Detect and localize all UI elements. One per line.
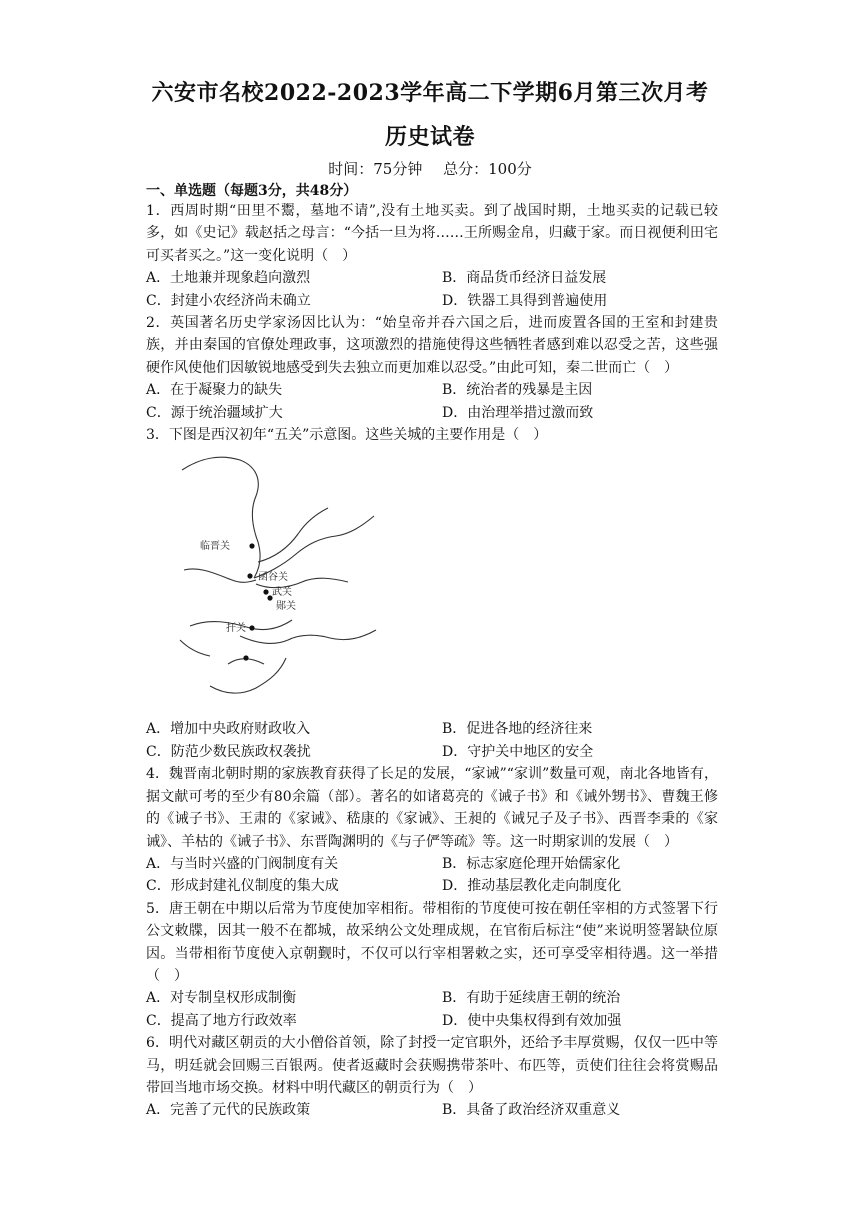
pass-dot	[263, 590, 268, 595]
map-label-wu: 武关	[272, 587, 292, 599]
question-stem: 1．西周时期“田里不鬻，墓地不请”,没有土地买卖。到了战国时期，土地买卖的记载已较多，如《史记》载赵括之母言：“今括一旦为将……王所赐金帛，归藏于家。而日视便利田宅可买者买之。”这一变化说明（ ）	[146, 203, 718, 264]
river-line	[180, 640, 210, 656]
river-line	[254, 516, 374, 578]
option-d[interactable]: D．铁器工具得到普遍使用	[442, 292, 608, 309]
option-a[interactable]: A．与当时兴盛的门阀制度有关	[146, 855, 339, 872]
exam-score: 总分：100分	[443, 160, 532, 178]
question-stem: 5．唐王朝在中期以后常为节度使加宰相衔。带相衔的节度使可按在朝任宰相的方式签署下行公文敕牒，因其一般不在都城，故采纳公文处理成规，在官衔后标注“使”来说明签署缺位原因。当带相衔节度使入京朝觐时，不仅可以行宰相署敕之实，还可享受宰相待遇。这一举措（ ）	[146, 900, 718, 984]
five-passes-map	[170, 450, 390, 714]
exam-title: 六安市名校2022-2023学年高二下学期6月第三次月考	[151, 80, 709, 106]
question-stem: 3．下图是西汉初年“五关”示意图。这些关城的主要作用是（ ）	[146, 427, 548, 444]
question-4	[146, 763, 718, 897]
river-line	[210, 658, 286, 693]
option-d[interactable]: D．由治理举措过激而致	[442, 404, 594, 421]
river-line	[182, 458, 260, 579]
section-heading: 一、单选题（每题3分，共48分）	[146, 183, 358, 199]
river-line	[240, 630, 376, 643]
option-b[interactable]: B．标志家庭伦理开始儒家化	[442, 855, 621, 872]
option-c[interactable]: C．防范少数民族政权袭扰	[146, 743, 311, 760]
option-a[interactable]: A．增加中央政府财政收入	[146, 721, 311, 738]
exam-meta	[0, 158, 860, 179]
pass-dot	[249, 544, 254, 549]
question-stem: 4．魏晋南北朝时期的家族教育获得了长足的发展，“家诫”“家训”数量可观，南北各地皆有，据文献可考的至少有80余篇（部）。著名的如诸葛亮的《诫子书》和《诫外甥书》、曹魏王修的《诫子书》、王肃的《家诫》、嵇康的《家诫》、王昶的《诫兄子及子书》、西晋李秉的《家诫》、羊枯的《诫子书》、东晋陶渊明的《与子俨等疏》等。这一时期家训的发展（ ）	[146, 766, 718, 850]
map-label-yun: 郧关	[276, 601, 296, 613]
option-b[interactable]: B．有助于延续唐王朝的统治	[442, 990, 621, 1007]
option-c[interactable]: C．封建小农经济尚未确立	[146, 292, 311, 309]
pass-dot	[243, 656, 248, 661]
option-d[interactable]: D．使中央集权得到有效加强	[442, 1012, 622, 1029]
question-3	[146, 424, 718, 763]
pass-dot	[249, 626, 254, 631]
map-label-linjin: 临晋关	[200, 541, 230, 553]
exam-subtitle: 历史试卷	[384, 124, 475, 150]
question-6	[146, 1032, 718, 1122]
option-d[interactable]: D．推动基层教化走向制度化	[442, 878, 622, 895]
option-d[interactable]: D．守护关中地区的安全	[442, 743, 594, 760]
option-a[interactable]: A．土地兼并现象趋向激烈	[146, 270, 311, 287]
question-stem: 2．英国著名历史学家汤因比认为：“始皇帝并吞六国之后，进而废置各国的王室和封建贵族，并由秦国的官僚处理政事，这项激烈的措施使得这些牺牲者感到难以忍受之苦，这些强硬作风使他们因敏锐地感受到失去独立而更加难以忍受。”由此可知，秦二世而亡（ ）	[146, 315, 718, 376]
question-2	[146, 312, 718, 424]
question-list	[146, 200, 718, 1122]
exam-time: 时间：75分钟	[328, 160, 423, 178]
question-stem: 6．明代对藏区朝贡的大小僧俗首领，除了封授一定官职外，还给予丰厚赏赐，仅仅一匹中等马，明廷就会回赐三百银两。使者返藏时会获赐携带茶叶、布匹等，贡使们往往会将赏赐品带回当地市场交换。材料中明代藏区的朝贡行为（ ）	[146, 1035, 718, 1096]
option-a[interactable]: A．完善了元代的民族政策	[146, 1102, 311, 1119]
option-a[interactable]: A．对专制皇权形成制衡	[146, 990, 297, 1007]
option-c[interactable]: C．形成封建礼仪制度的集大成	[146, 878, 339, 895]
option-a[interactable]: A．在于凝聚力的缺失	[146, 382, 283, 399]
pass-dot	[247, 574, 252, 579]
option-b[interactable]: B．商品货币经济日益发展	[442, 270, 607, 287]
option-b[interactable]: B．促进各地的经济往来	[442, 721, 593, 738]
question-5	[146, 898, 718, 1032]
option-c[interactable]: C．提高了地方行政效率	[146, 1012, 297, 1029]
option-b[interactable]: B．统治者的残暴是主因	[442, 382, 593, 399]
option-b[interactable]: B．具备了政治经济双重意义	[442, 1102, 621, 1119]
map-label-hangu: 函谷关	[258, 572, 288, 584]
map-label-han: 扞关	[226, 623, 246, 635]
river-line	[184, 569, 256, 582]
option-c[interactable]: C．源于统治疆域扩大	[146, 404, 283, 421]
river-line	[258, 508, 328, 562]
question-1	[146, 200, 718, 312]
